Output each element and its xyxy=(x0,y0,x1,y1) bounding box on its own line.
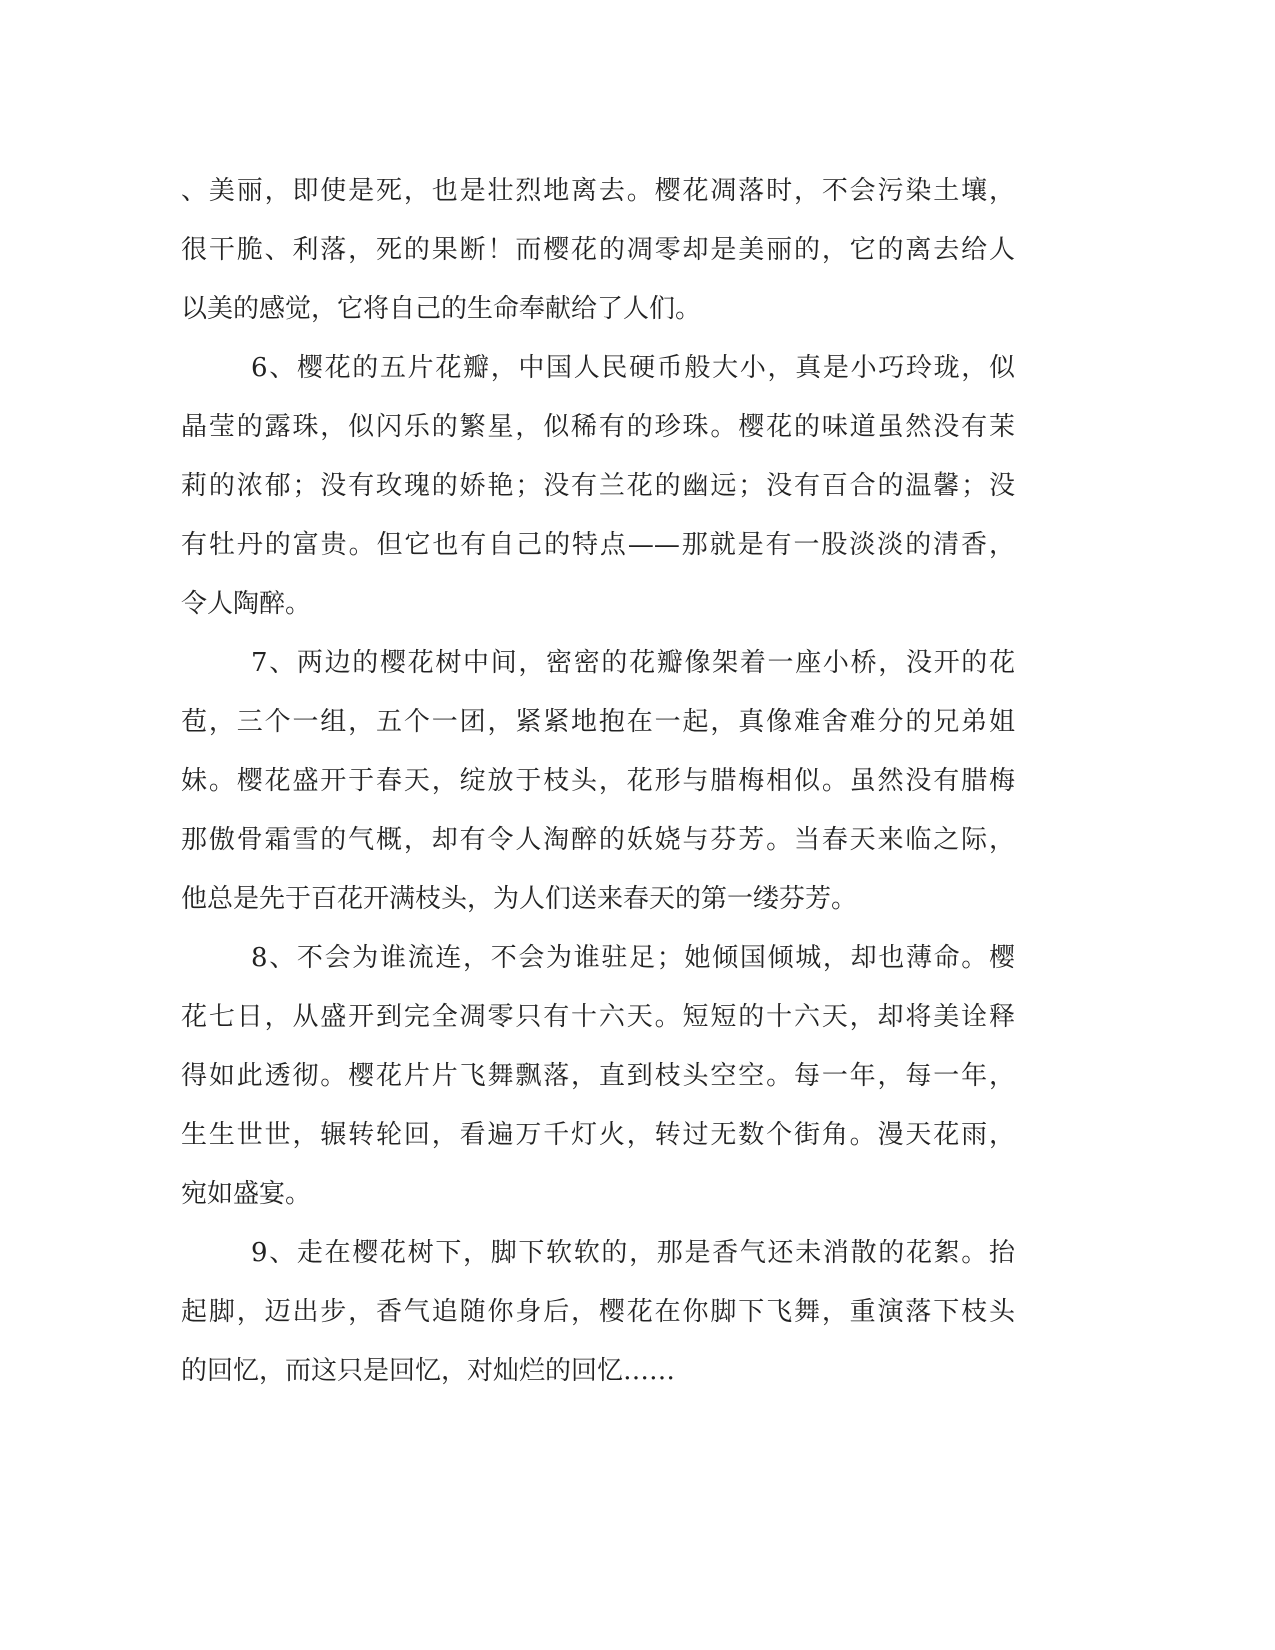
text-line: 晶莹的露珠，似闪乐的繁星，似稀有的珍珠。樱花的味道虽然没有茉 xyxy=(181,412,1015,442)
text-line: 、美丽，即使是死，也是壮烈地离去。樱花凋落时，不会污染土壤， xyxy=(181,176,1015,206)
paragraph-9-first-line: 9、走在樱花树下，脚下软软的，那是香气还未消散的花絮。抬 xyxy=(251,1238,1015,1268)
text-line: 起脚，迈出步，香气追随你身后，樱花在你脚下飞舞，重演落下枝头 xyxy=(181,1297,1015,1327)
text-line: 的回忆，而这只是回忆，对灿烂的回忆…… xyxy=(181,1356,676,1386)
text-line: 很干脆、利落，死的果断！而樱花的凋零却是美丽的，它的离去给人 xyxy=(181,235,1015,265)
text-line: 有牡丹的富贵。但它也有自己的特点——那就是有一股淡淡的清香， xyxy=(181,530,1015,560)
text-line: 得如此透彻。樱花片片飞舞飘落，直到枝头空空。每一年，每一年， xyxy=(181,1061,1015,1091)
text-line: 那傲骨霜雪的气概，却有令人淘醉的妖娆与芬芳。当春天来临之际， xyxy=(181,825,1015,855)
text-line: 妹。樱花盛开于春天，绽放于枝头，花形与腊梅相似。虽然没有腊梅 xyxy=(181,766,1015,796)
text-line: 宛如盛宴。 xyxy=(181,1179,312,1209)
paragraph-7-first-line: 7、两边的樱花树中间，密密的花瓣像架着一座小桥，没开的花 xyxy=(251,648,1015,678)
document-body xyxy=(181,162,1015,1401)
text-line: 苞，三个一组，五个一团，紧紧地抱在一起，真像难舍难分的兄弟姐 xyxy=(181,707,1015,737)
paragraph-6-first-line: 6、樱花的五片花瓣，中国人民硬币般大小，真是小巧玲珑，似 xyxy=(251,353,1015,383)
text-line: 令人陶醉。 xyxy=(181,589,312,619)
text-line: 以美的感觉，它将自己的生命奉献给了人们。 xyxy=(181,294,702,324)
text-line: 莉的浓郁；没有玫瑰的娇艳；没有兰花的幽远；没有百合的温馨；没 xyxy=(181,471,1015,501)
text-line: 生生世世，辗转轮回，看遍万千灯火，转过无数个街角。漫天花雨， xyxy=(181,1120,1015,1150)
text-line: 花七日，从盛开到完全凋零只有十六天。短短的十六天，却将美诠释 xyxy=(181,1002,1015,1032)
paragraph-8-first-line: 8、不会为谁流连，不会为谁驻足；她倾国倾城，却也薄命。樱 xyxy=(251,943,1015,973)
text-line: 他总是先于百花开满枝头，为人们送来春天的第一缕芬芳。 xyxy=(181,884,858,914)
